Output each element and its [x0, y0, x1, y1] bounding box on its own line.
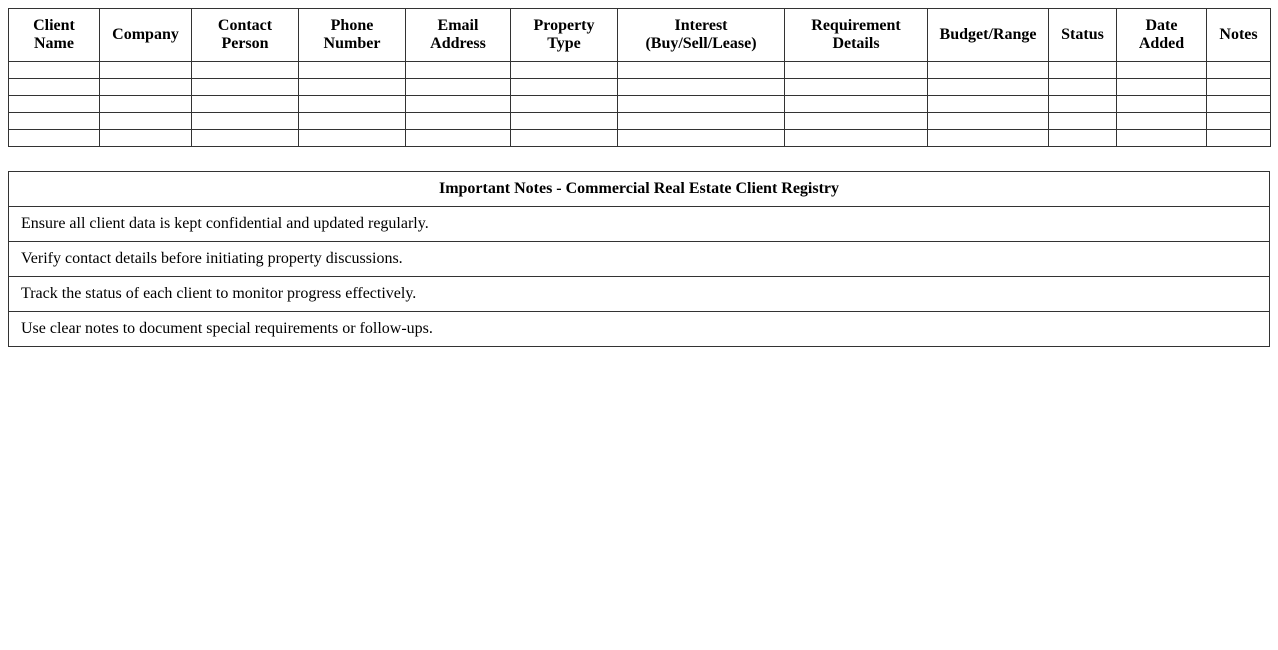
- client-registry-table: [8, 8, 1271, 147]
- table-row: [9, 130, 1271, 147]
- table-cell[interactable]: [192, 62, 299, 79]
- table-row: [9, 113, 1271, 130]
- table-cell[interactable]: [1049, 130, 1117, 147]
- table-cell[interactable]: [100, 113, 192, 130]
- note-row: [9, 242, 1270, 277]
- table-cell[interactable]: [100, 130, 192, 147]
- table-cell[interactable]: [299, 113, 406, 130]
- table-cell[interactable]: [1207, 79, 1271, 96]
- table-cell[interactable]: [406, 79, 511, 96]
- table-cell[interactable]: [9, 79, 100, 96]
- table-cell[interactable]: [192, 130, 299, 147]
- note-text: Track the status of each client to monitor progress effectively.: [9, 277, 1270, 312]
- table-cell[interactable]: [1117, 62, 1207, 79]
- table-cell[interactable]: [1207, 113, 1271, 130]
- table-cell[interactable]: [511, 79, 618, 96]
- important-notes-table: [8, 171, 1270, 347]
- table-cell[interactable]: [511, 113, 618, 130]
- table-cell[interactable]: [785, 130, 928, 147]
- table-cell[interactable]: [406, 113, 511, 130]
- table-cell[interactable]: [299, 96, 406, 113]
- table-cell[interactable]: [299, 130, 406, 147]
- table-cell[interactable]: [928, 62, 1049, 79]
- column-header-phone-number: [299, 9, 406, 62]
- table-cell[interactable]: [928, 113, 1049, 130]
- table-row: [9, 96, 1271, 113]
- note-text: Verify contact details before initiating property discussions.: [9, 242, 1270, 277]
- column-header-line: Person: [221, 35, 269, 52]
- table-cell[interactable]: [9, 62, 100, 79]
- table-cell[interactable]: [1049, 96, 1117, 113]
- note-text: Use clear notes to document special requirements or follow-ups.: [9, 312, 1270, 347]
- column-header-company: [100, 9, 192, 62]
- column-header-interest-buy-sell-lease: [618, 9, 785, 62]
- table-cell[interactable]: [618, 113, 785, 130]
- table-cell[interactable]: [1117, 96, 1207, 113]
- table-cell[interactable]: [928, 79, 1049, 96]
- table-cell[interactable]: [192, 79, 299, 96]
- column-header-line: Requirement: [811, 17, 901, 34]
- table-cell[interactable]: [1049, 79, 1117, 96]
- table-cell[interactable]: [299, 79, 406, 96]
- column-header-contact-person: [192, 9, 299, 62]
- table-cell[interactable]: [1049, 113, 1117, 130]
- table-cell[interactable]: [100, 79, 192, 96]
- table-cell[interactable]: [511, 96, 618, 113]
- notes-title: Important Notes - Commercial Real Estate Client Registry: [9, 172, 1270, 207]
- column-header-budget-range: [928, 9, 1049, 62]
- column-header-line: Added: [1138, 35, 1185, 52]
- column-header-date-added: [1117, 9, 1207, 62]
- table-cell[interactable]: [618, 79, 785, 96]
- table-cell[interactable]: [785, 62, 928, 79]
- table-cell[interactable]: [9, 96, 100, 113]
- column-header-notes: [1207, 9, 1271, 62]
- table-cell[interactable]: [618, 96, 785, 113]
- table-cell[interactable]: [928, 130, 1049, 147]
- column-header-requirement-details: [785, 9, 928, 62]
- column-header-line: Type: [547, 35, 581, 52]
- table-header-row: [9, 9, 1271, 62]
- table-cell[interactable]: [406, 130, 511, 147]
- table-cell[interactable]: [928, 96, 1049, 113]
- column-header-line: (Buy/Sell/Lease): [645, 35, 757, 52]
- column-header-line: Interest: [674, 17, 728, 34]
- table-cell[interactable]: [100, 62, 192, 79]
- table-cell[interactable]: [406, 62, 511, 79]
- table-row: [9, 79, 1271, 96]
- column-header-client-name: [9, 9, 100, 62]
- table-row: [9, 62, 1271, 79]
- column-header-line: Company: [112, 26, 179, 43]
- table-cell[interactable]: [785, 79, 928, 96]
- column-header-status: [1049, 9, 1117, 62]
- table-cell[interactable]: [511, 62, 618, 79]
- table-cell[interactable]: [1207, 130, 1271, 147]
- table-cell[interactable]: [9, 113, 100, 130]
- column-header-line: Name: [34, 35, 74, 52]
- column-header-line: Email: [437, 17, 479, 34]
- column-header-line: Number: [323, 35, 381, 52]
- column-header-line: Phone: [330, 17, 374, 34]
- note-row: [9, 312, 1270, 347]
- column-header-line: Contact: [217, 17, 273, 34]
- table-cell[interactable]: [1207, 96, 1271, 113]
- table-cell[interactable]: [192, 96, 299, 113]
- column-header-line: Details: [832, 35, 880, 52]
- column-header-line: Client: [33, 17, 75, 34]
- column-header-line: Property: [533, 17, 595, 34]
- table-cell[interactable]: [299, 62, 406, 79]
- table-cell[interactable]: [785, 96, 928, 113]
- table-cell[interactable]: [511, 130, 618, 147]
- column-header-line: Status: [1061, 26, 1104, 43]
- notes-header-row: [9, 172, 1270, 207]
- column-header-line: Date: [1145, 17, 1178, 34]
- table-cell[interactable]: [1049, 62, 1117, 79]
- table-cell[interactable]: [1207, 62, 1271, 79]
- table-cell[interactable]: [100, 96, 192, 113]
- table-cell[interactable]: [1117, 79, 1207, 96]
- column-header-line: Address: [430, 35, 486, 52]
- table-cell[interactable]: [9, 130, 100, 147]
- table-cell[interactable]: [618, 62, 785, 79]
- table-cell[interactable]: [1117, 113, 1207, 130]
- table-cell[interactable]: [406, 96, 511, 113]
- column-header-property-type: [511, 9, 618, 62]
- table-cell[interactable]: [192, 113, 299, 130]
- table-cell[interactable]: [1117, 130, 1207, 147]
- table-cell[interactable]: [785, 113, 928, 130]
- note-row: [9, 207, 1270, 242]
- note-text: Ensure all client data is kept confidential and updated regularly.: [9, 207, 1270, 242]
- table-cell[interactable]: [618, 130, 785, 147]
- note-row: [9, 277, 1270, 312]
- column-header-line: Budget/Range: [939, 26, 1037, 43]
- column-header-email-address: [406, 9, 511, 62]
- column-header-line: Notes: [1219, 26, 1258, 43]
